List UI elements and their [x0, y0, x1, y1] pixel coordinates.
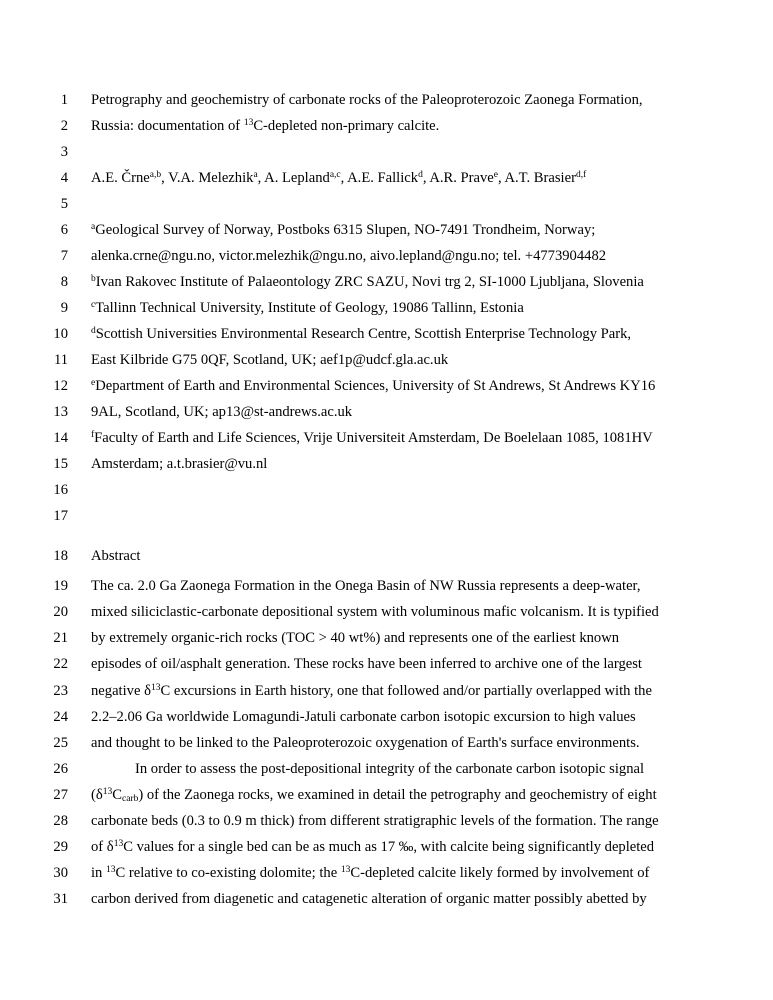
- line-row: [0, 141, 773, 163]
- line-number: 23: [53, 683, 68, 699]
- abstract-line: In order to assess the post-depositional integrity of the carbonate carbon isotopic signal: [135, 761, 645, 777]
- line-row: [0, 115, 773, 137]
- affiliation-b: $^b$Ivan Rakovec Institute of Palaeontology ZRC SAZU, Novi trg 2, SI-1000 Ljubljana, Slovenia: [91, 274, 644, 290]
- line-number: 27: [53, 787, 68, 803]
- line-row: [0, 706, 773, 728]
- line-number: 24: [53, 709, 68, 725]
- affiliation-e: $^e$Department of Earth and Environmental Sciences, University of St Andrews, St Andrews KY16: [91, 378, 656, 394]
- line-row: [0, 653, 773, 675]
- paper-title-line-2: Russia: documentation of $^{13}$C-depleted non-primary calcite.: [91, 118, 440, 134]
- abstract-line: 2.2–2.06 Ga worldwide Lomagundi-Jatuli carbonate carbon isotopic excursion to high values: [91, 709, 636, 725]
- line-row: [0, 271, 773, 293]
- line-number: 30: [53, 865, 68, 881]
- abstract-line: in $^{13}$C relative to co-existing dolomite; the $^{13}$C-depleted calcite likely formed by involvement of: [91, 865, 650, 881]
- line-number: 25: [53, 735, 68, 751]
- line-number: 2: [60, 118, 68, 134]
- author: A.E. Fallick$^d$,: [347, 170, 430, 186]
- line-number: 14: [53, 430, 68, 446]
- line-row: [0, 758, 773, 780]
- abstract-line: episodes of oil/asphalt generation. These rocks have been inferred to archive one of the largest: [91, 656, 642, 672]
- line-number: 21: [53, 630, 68, 646]
- affiliation-a: $^a$Geological Survey of Norway, Postboks 6315 Slupen, NO-7491 Trondheim, Norway;: [91, 222, 596, 238]
- line-row: [0, 862, 773, 884]
- line-number: 10: [53, 326, 68, 342]
- line-number: 3: [60, 144, 68, 160]
- line-row: [0, 89, 773, 111]
- abstract-line: and thought to be linked to the Paleoproterozoic oxygenation of Earth's surface environments.: [91, 735, 640, 751]
- abstract-line: The ca. 2.0 Ga Zaonega Formation in the Onega Basin of NW Russia represents a deep-water,: [91, 578, 641, 594]
- line-row: [0, 601, 773, 623]
- line-number: 6: [60, 222, 68, 238]
- line-row: [0, 167, 773, 189]
- line-number: 5: [60, 196, 68, 212]
- line-row: [0, 680, 773, 702]
- line-row: [0, 732, 773, 754]
- line-number: 22: [53, 656, 68, 672]
- author: A.R. Prave$^e$,: [429, 170, 505, 186]
- abstract-line: carbon derived from diagenetic and catagenetic alteration of organic matter possibly abetted by: [91, 891, 647, 907]
- author: A. Lepland$^{a,c}$,: [264, 170, 348, 186]
- affiliation-c: $^c$Tallinn Technical University, Institute of Geology, 19086 Tallinn, Estonia: [91, 300, 524, 316]
- line-row: [0, 349, 773, 371]
- abstract-line: of $\delta^{13}C$ values for a single bed can be as much as 17 ‰, with calcite being significantly depleted: [91, 839, 655, 855]
- line-number: 11: [53, 352, 68, 368]
- line-row: [0, 323, 773, 345]
- line-number: 12: [53, 378, 68, 394]
- line-number: 17: [53, 508, 68, 524]
- paper-title-line-1: Petrography and geochemistry of carbonate rocks of the Paleoproterozoic Zaonega Formation,: [91, 92, 643, 108]
- author: A.E. Črne$^{a,b}$,: [91, 170, 169, 186]
- line-number: 20: [53, 604, 68, 620]
- abstract-line: carbonate beds (0.3 to 0.9 m thick) from different stratigraphic levels of the formation. The range: [91, 813, 659, 829]
- line-number: 8: [60, 274, 68, 290]
- line-number: 19: [53, 578, 68, 594]
- line-row: [0, 545, 773, 567]
- affiliation-d: $^d$Scottish Universities Environmental Research Centre, Scottish Enterprise Technology Park,: [91, 326, 632, 342]
- line-number: 13: [53, 404, 68, 420]
- affiliation-f: $^f$Faculty of Earth and Life Sciences, Vrije Universiteit Amsterdam, De Boelelaan 1085, 1081HV: [91, 430, 653, 446]
- line-row: [0, 505, 773, 527]
- line-row: [0, 810, 773, 832]
- line-row: [0, 297, 773, 319]
- line-number: 18: [53, 548, 68, 564]
- line-number: 28: [53, 813, 68, 829]
- line-number: 26: [53, 761, 68, 777]
- author: A.T. Brasier$^{d,f}$: [504, 170, 587, 186]
- author: V.A. Melezhik$^a$,: [168, 170, 265, 186]
- line-row: [0, 888, 773, 910]
- affiliation-a-contact: alenka.crne@ngu.no, victor.melezhik@ngu.no, aivo.lepland@ngu.no; tel. +4773904482: [91, 248, 607, 264]
- affiliation-d-contact: East Kilbride G75 0QF, Scotland, UK; aef1p@udcf.gla.ac.uk: [91, 352, 449, 368]
- author-list: [91, 167, 586, 189]
- line-row: [0, 453, 773, 475]
- line-row: [0, 627, 773, 649]
- line-number: 16: [53, 482, 68, 498]
- line-row: [0, 219, 773, 241]
- line-row: [0, 836, 773, 858]
- line-number: 1: [60, 92, 68, 108]
- line-number: 7: [60, 248, 68, 264]
- line-number: 4: [60, 170, 68, 186]
- line-number: 9: [60, 300, 68, 316]
- line-row: [0, 575, 773, 597]
- abstract-line: $(\delta^{13}C_{carb})$ of the Zaonega rocks, we examined in detail the petrography and geochemistry of eight: [91, 787, 657, 804]
- line-number: 29: [53, 839, 68, 855]
- abstract-line: by extremely organic-rich rocks (TOC > 40 wt%) and represents one of the earliest known: [91, 630, 620, 646]
- affiliation-f-contact: Amsterdam; a.t.brasier@vu.nl: [91, 456, 268, 472]
- line-row: [0, 245, 773, 267]
- line-row: [0, 401, 773, 423]
- abstract-line: mixed siliciclastic-carbonate depositional system with voluminous mafic volcanism. It is typified: [91, 604, 659, 620]
- abstract-heading: Abstract: [91, 548, 141, 564]
- line-row: [0, 784, 773, 806]
- line-row: [0, 375, 773, 397]
- line-row: [0, 193, 773, 215]
- abstract-line: negative $\delta^{13}C$ excursions in Earth history, one that followed and/or partially overlapped with the: [91, 683, 652, 699]
- line-number: 31: [53, 891, 68, 907]
- line-number: 15: [53, 456, 68, 472]
- affiliation-e-contact: 9AL, Scotland, UK; ap13@st-andrews.ac.uk: [91, 404, 353, 420]
- line-row: [0, 479, 773, 501]
- line-row: [0, 427, 773, 449]
